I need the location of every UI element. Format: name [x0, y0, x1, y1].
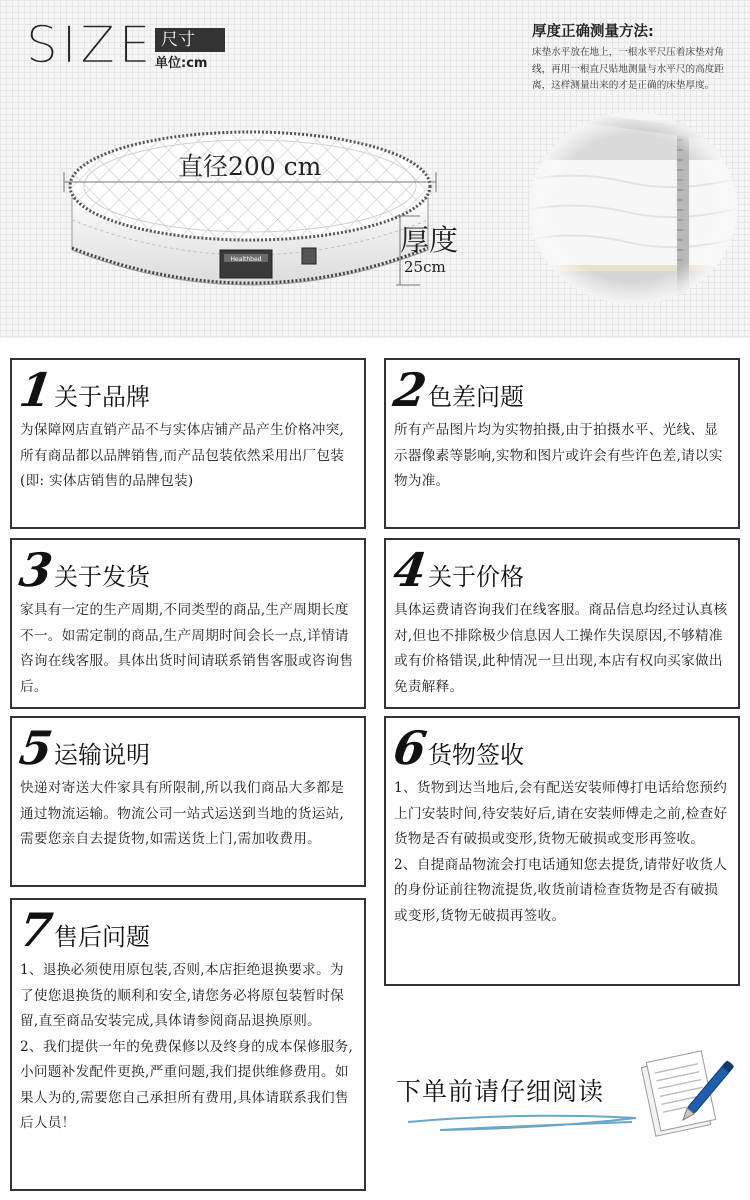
section-number: 4	[390, 543, 430, 597]
notice-box-shipping	[10, 538, 366, 709]
notice-box-transport	[10, 716, 366, 887]
section-heading: 运输说明	[54, 741, 151, 769]
paper-pen-icon	[636, 1045, 736, 1145]
section-number: 6	[390, 721, 430, 775]
section-number: 2	[390, 363, 430, 417]
notice-box-receipt	[384, 716, 740, 986]
section-number: 7	[16, 903, 56, 957]
thickness-label: 厚度	[400, 223, 459, 257]
section-heading: 货物签收	[428, 741, 525, 769]
section-paragraph: 2、我们提供一年的免费保修以及终身的成本保修服务,小问题补发配件更换,严重问题,我们提供维修费用。如果人为的,需要您自己承担所有费用,具体请联系我们售后人员！	[20, 1038, 354, 1131]
section-paragraph: 为保障网店直销产品不与实体店铺产品产生价格冲突,所有商品都以品牌销售,而产品包装依然采用出厂包装(即: 实体店销售的品牌包装)	[20, 422, 345, 489]
size-title: SIZE	[26, 16, 155, 74]
thickness-value: 25cm	[404, 258, 446, 276]
notice-box-price	[384, 538, 740, 709]
section-paragraph: 1、货物到达当地后,会有配送安装师傅打电话给您预约上门安装时间,待安装好后,请在安装师傅走之前,检查好货物是否有破损或变形,货物无破损或变形再签收。	[394, 780, 728, 847]
size-section	[0, 0, 750, 338]
read-before-order-title: 下单前请仔细阅读	[396, 1077, 605, 1106]
size-unit: 单位:cm	[155, 56, 208, 71]
size-badge: 尺寸	[155, 28, 225, 52]
section-heading: 关于品牌	[54, 383, 151, 411]
brand-tag-text: Healthbed	[230, 256, 262, 263]
swoosh-underline	[400, 1106, 650, 1136]
diameter-label: 直径200 cm	[178, 152, 322, 181]
section-heading: 色差问题	[428, 383, 525, 411]
section-heading: 关于价格	[428, 563, 525, 591]
section-number: 1	[16, 363, 56, 417]
section-paragraph: 所有产品图片均为实物拍摄,由于拍摄水平、光线、显示器像素等影响,实物和图片或许会有些许色差,请以实物为准。	[394, 422, 723, 489]
measure-photo	[527, 110, 739, 306]
notice-box-brand	[10, 358, 366, 529]
section-paragraph: 具体运费请咨询我们在线客服。商品信息均经过认真核对,但也不排除极少信息因人工操作失误原因,不够精准或有价格错误,此种情况一旦出现,本店有权向买家做出免责解释。	[394, 602, 728, 695]
section-paragraph: 2、自提商品物流会打电话通知您去提货,请带好收货人的身份证前往物流提货,收货前请检查货物是否有破损或变形,货物无破损再签收。	[394, 856, 728, 924]
section-paragraph: 家具有一定的生产周期,不同类型的商品,生产周期长度不一。如需定制的商品,生产周期时间会长一点,详情请咨询在线客服。具体出货时间请联系销售客服或咨询售后。	[20, 602, 354, 695]
measure-title: 厚度正确测量方法:	[532, 24, 654, 40]
section-paragraph: 快递对寄送大件家具有所限制,所以我们商品大多都是通过物流运输。物流公司一站式运送到当地的货运站,需要您亲自去提货物,如需送货上门,需加收费用。	[20, 780, 345, 847]
section-number: 5	[16, 721, 56, 775]
section-number: 3	[16, 543, 56, 597]
notice-box-color	[384, 358, 740, 529]
measure-text: 床垫水平放在地上，一根水平尺压着床垫对角线，再用一根直尺贴地测量与水平尺的高度距离，这样测量出来的才是正确的床垫厚度。	[532, 47, 724, 91]
section-paragraph: 1、退换必须使用原包装,否则,本店拒绝退换要求。为了使您退换货的顺利和安全,请您务必将原包装暂时保留,直至商品安装完成,具体请参阅商品退换原则。	[20, 962, 345, 1029]
section-heading: 售后问题	[54, 923, 151, 951]
section-heading: 关于发货	[54, 563, 151, 591]
notice-box-aftersales	[10, 898, 366, 1191]
